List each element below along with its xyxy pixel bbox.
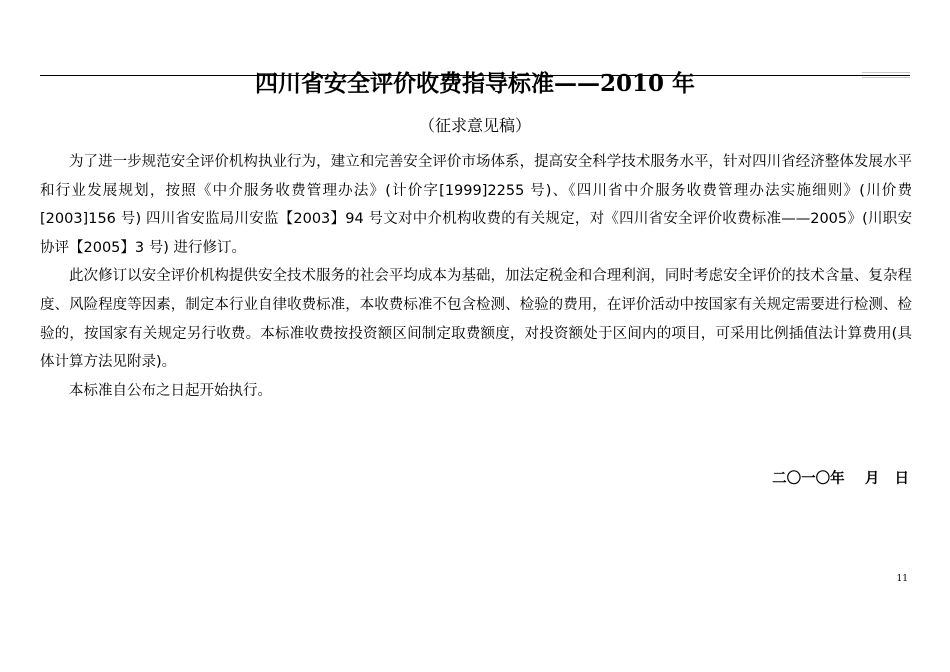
date-line: 二〇一〇年 月 日 xyxy=(772,471,909,487)
document-body xyxy=(40,148,912,405)
paragraph-revision-basis: 为了进一步规范安全评价机构执业行为，建立和完善安全评价市场体系，提高安全科学技术服务水平，针对四川省经济整体发展水平和行业发展规划，按照《中介服务收费管理办法》(计价字[1999]2255 号)、《四川省中介服务收费管理办法实施细则》(川价费[2003]156 号) 四川省安监局川安监【2003】94 号文对中介机构收费的有关规定，对《四川省安全评价收费标准——2005》(川职安协评【2005】3 号) 进行修订。 xyxy=(40,154,912,256)
document-title: 四川省安全评价收费指导标准——2010 年 xyxy=(254,70,696,97)
paragraph-effective-date: 本标准自公布之日起开始执行。 xyxy=(69,382,272,399)
page-number: 11 xyxy=(896,574,908,584)
document-subtitle: （征求意见稿） xyxy=(418,116,531,135)
paragraph-revision-principle: 此次修订以安全评价机构提供安全技术服务的社会平均成本为基础，加法定税金和合理利润，同时考虑安全评价的技术含量、复杂程度、风险程度等因素，制定本行业自律收费标准，本收费标准不包含检测、检验的费用，在评价活动中按国家有关规定需要进行检测、检验的，按国家有关规定另行收费。本标准收费按投资额区间制定取费额度，对投资额处于区间内的项目，可采用比例插值法计算费用(具体计算方法见附录)。 xyxy=(40,268,912,371)
